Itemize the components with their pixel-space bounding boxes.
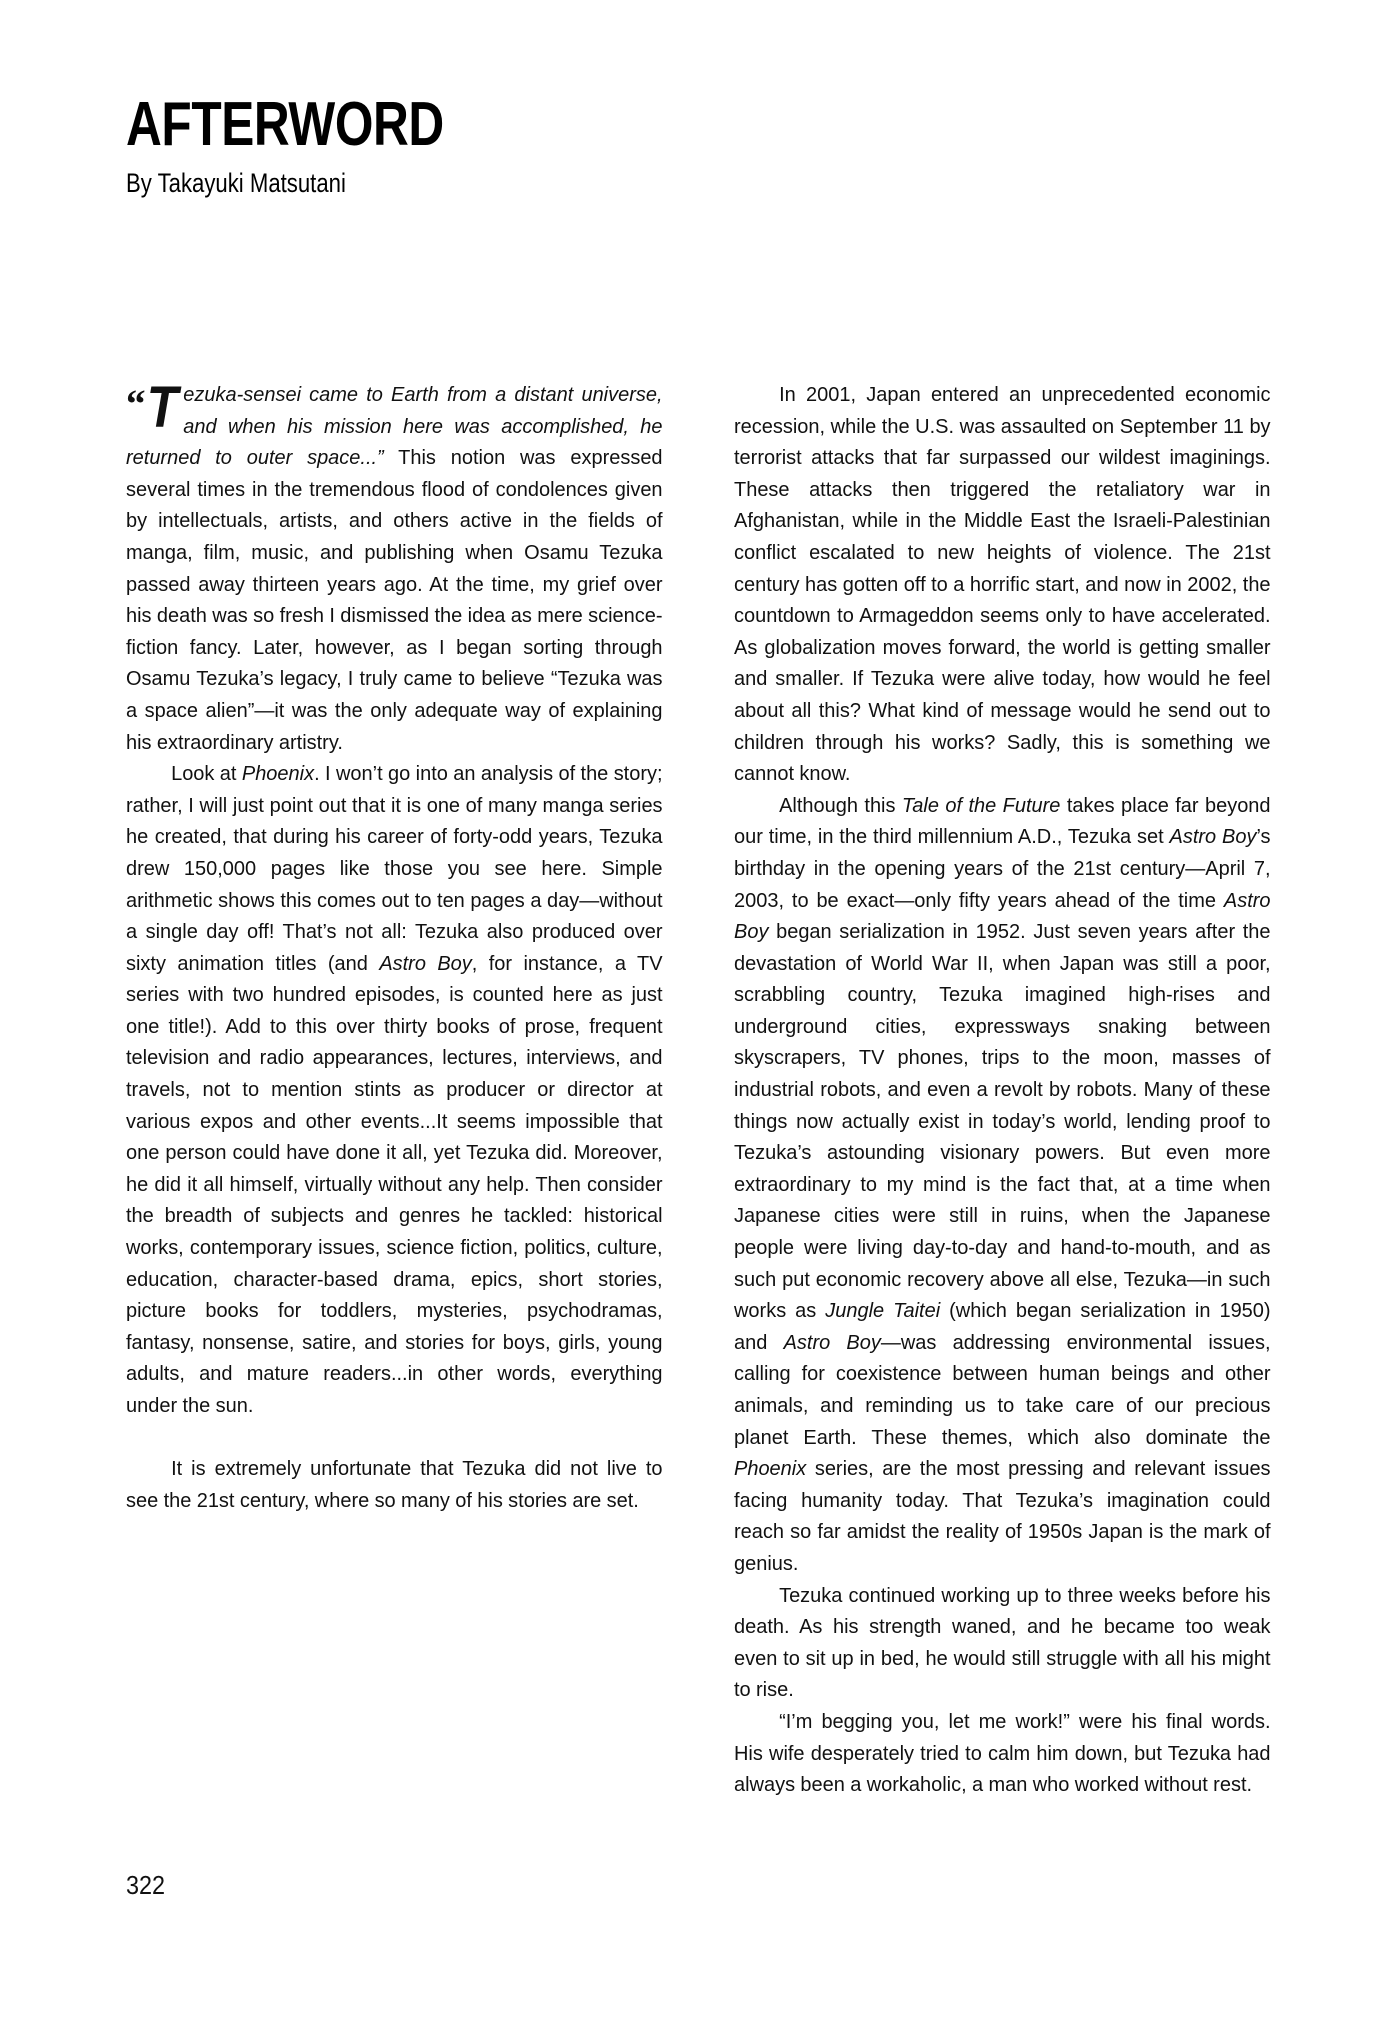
opening-italic-quote: ezuka-sensei came to Earth from a distant universe, and when his mission here was accomplished, he returned to outer space...” bbox=[126, 384, 663, 470]
paragraph-unfortunate-text: It is extremely unfortunate that Tezuka did not live to see the 21st century, where so many of his stories are set. bbox=[126, 1458, 663, 1512]
open-quote-glyph: “ bbox=[126, 381, 146, 426]
paragraph-opening-text: This notion was expressed several times in the tremendous flood of condolences given by intellectuals, artists, and others active in the fields of manga, film, music, and publishing when Osamu Tezuka passed away thirteen years ago. At the time, my grief over his death was so fresh I dismissed the idea as mere science-fiction fancy. Later, however, as I began sorting through Osamu Tezuka’s legacy, I truly came to believe “Tezuka was a space alien”—it was the only adequate way of explaining his extraordinary artistry. bbox=[126, 447, 663, 754]
paragraph-phoenix bbox=[126, 759, 663, 1422]
paragraph-phoenix-part2: . I won’t go into an analysis of the story; rather, I will just point out that it is one of many manga series he created, that during his career of forty-odd years, Tezuka drew 150,000 pages like those you see here. Simple arithmetic shows this comes out to ten pages a day—without a single day off! That’s not all: Tezuka also produced over sixty animation titles (and bbox=[126, 763, 663, 975]
title-phoenix: Phoenix bbox=[241, 763, 315, 786]
paragraph-opening bbox=[126, 375, 663, 759]
paragraph-final-words-text: “I’m begging you, let me work!” were his final words. His wife desperately tried to calm him down, but Tezuka had always been a workaholic, a man who worked without rest. bbox=[733, 1710, 1271, 1797]
title-astro-boy: Astro Boy bbox=[379, 952, 472, 975]
paragraph-tale-part3: ’s birthday in the opening years of the 21st century—April 7, 2003, to be exact—only fifty years ahead of the time bbox=[733, 826, 1271, 912]
page-title: AFTERWORD bbox=[126, 90, 444, 159]
paragraph-phoenix-part1: Look at bbox=[171, 763, 242, 786]
paragraph-tale-of-the-future bbox=[734, 791, 1271, 1581]
masthead bbox=[126, 90, 646, 199]
paragraph-tale-part6: —was addressing environmental issues, calling for coexistence between human beings and other animals, and reminding us to take care of our precious planet Earth. These themes, which also dominate the bbox=[733, 1331, 1271, 1449]
paragraph-tale-part1: Although this bbox=[778, 794, 902, 817]
paragraph-2001 bbox=[734, 380, 1271, 791]
title-astro-boy-3: Astro Boy bbox=[733, 889, 1271, 944]
drop-cap-letter: T bbox=[146, 375, 178, 440]
title-tale-of-the-future: Tale of the Future bbox=[901, 794, 1060, 817]
paragraph-2001-text: In 2001, Japan entered an unprecedented economic recession, while the U.S. was assaulted on September 11 by terrorist attacks that far surpassed our wildest imaginings. These attacks then triggered the retaliatory war in Afghanistan, while in the Middle East the Israeli-Palestinian conflict escalated to new heights of violence. The 21st century has gotten off to a horrific start, and now in 2002, the countdown to Armageddon seems only to have accelerated. As globalization moves forward, the world is getting smaller and smaller. If Tezuka were alive today, how would he feel about all this? What kind of message would he send out to children through his works? Sadly, this is something we cannot know. bbox=[733, 384, 1271, 786]
right-column bbox=[734, 380, 1282, 1802]
paragraph-tale-part5: (which began serialization in 1950) and bbox=[733, 1300, 1271, 1354]
title-astro-boy-4: Astro Boy bbox=[783, 1331, 881, 1354]
paragraph-tale-part4: began serialization in 1952. Just seven years after the devastation of World War II, when Japan was still a poor, scrabbling country, Tezuka imagined high-rises and underground cities, expressways snaking between skyscrapers, TV phones, trips to the moon, masses of industrial robots, and even a revolt by robots. Many of these things now actually exist in today’s world, lending proof to Tezuka’s astounding visionary powers. But even more extraordinary to my mind is the fact that, at a time when Japanese cities were still in ruins, when the Japanese people were living day-to-day and hand-to-mouth, and as such put economic recovery above all else, Tezuka—in such works as bbox=[733, 921, 1271, 1323]
paragraph-final-words bbox=[734, 1707, 1271, 1802]
title-astro-boy-2: Astro Boy bbox=[1169, 826, 1256, 849]
paragraph-continued-working-text: Tezuka continued working up to three weeks before his death. As his strength waned, and he became too weak even to sit up in bed, he would still struggle with all his might to rise. bbox=[733, 1584, 1271, 1702]
article-byline: By Takayuki Matsutani bbox=[126, 167, 346, 198]
article-body bbox=[126, 375, 1281, 1802]
paragraph-continued-working bbox=[734, 1581, 1271, 1707]
paragraph-phoenix-part3: , for instance, a TV series with two hundred episodes, is counted here as just one title!). Add to this over thirty books of prose, frequent television and radio appearances, lectures, interviews, and travels, not to mention stints as producer or director at various expos and other events...It seems impossible that one person could have done it all, yet Tezuka did. Moreover, he did it all himself, virtually without any help. Then consider the breadth of subjects and genres he tackled: historical works, contemporary issues, science fiction, politics, culture, education, character-based drama, epics, short stories, picture books for toddlers, mysteries, psychodramas, fantasy, nonsense, satire, and stories for boys, girls, young adults, and mature readers...in other words, everything under the sun. bbox=[126, 952, 663, 1417]
title-phoenix-2: Phoenix bbox=[733, 1458, 806, 1481]
page-number: 322 bbox=[126, 1870, 166, 1900]
paragraph-unfortunate bbox=[126, 1454, 663, 1517]
title-jungle-taitei: Jungle Taitei bbox=[824, 1300, 940, 1323]
paragraph-tale-part7: series, are the most pressing and relevant issues facing humanity today. That Tezuka’s imagination could reach so far amidst the reality of 1950s Japan is the mark of genius. bbox=[733, 1458, 1271, 1575]
left-column bbox=[126, 375, 674, 1802]
paragraph-tale-part2: takes place far beyond our time, in the third millennium A.D., Tezuka set bbox=[733, 794, 1271, 849]
